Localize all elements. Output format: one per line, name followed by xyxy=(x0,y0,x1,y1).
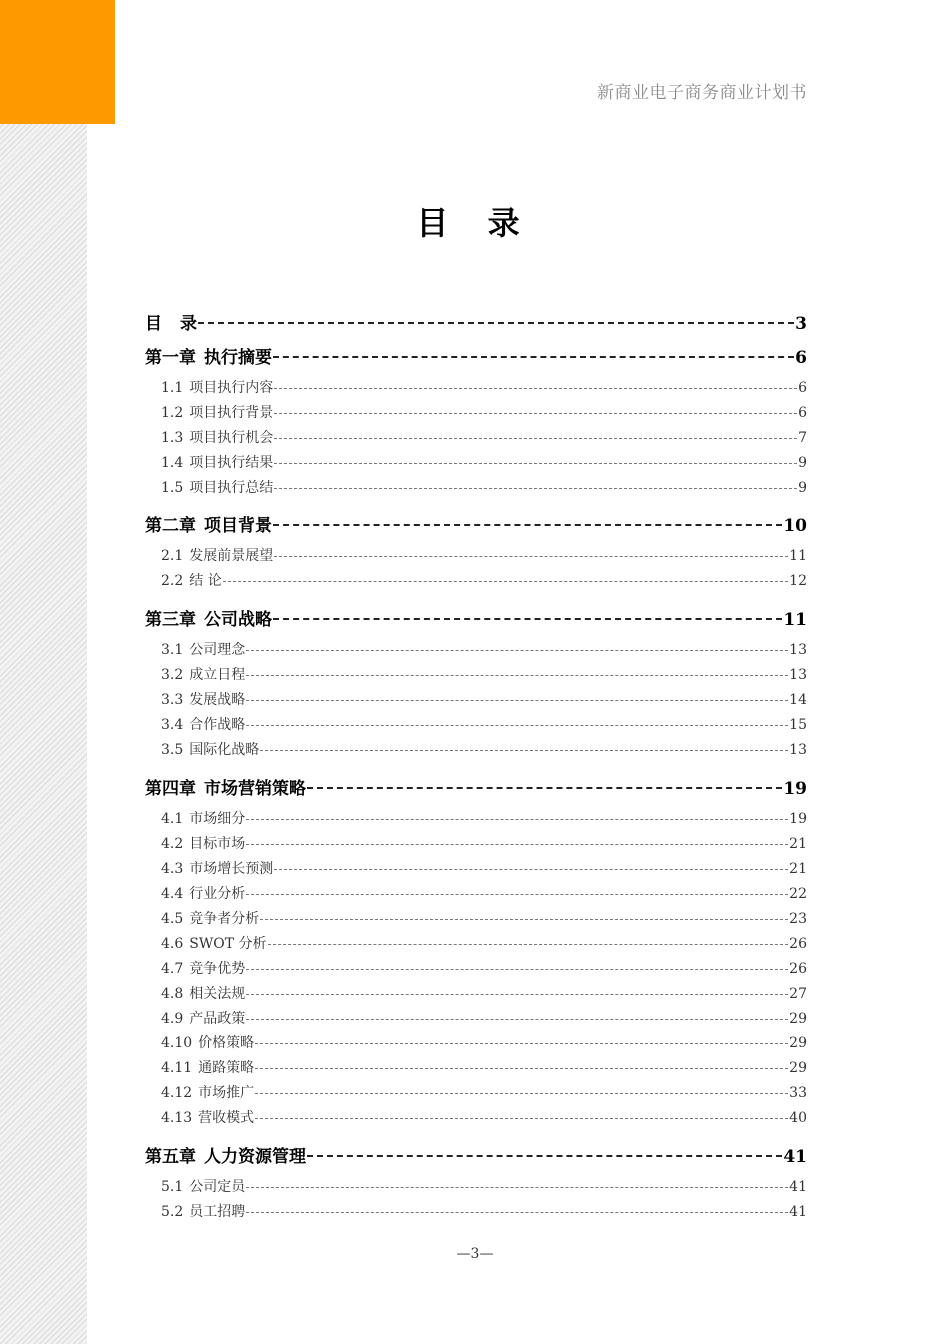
toc-entry-page: 29 xyxy=(789,1060,807,1076)
toc-entry-page: 10 xyxy=(783,516,807,536)
toc-section-entry[interactable] xyxy=(145,689,807,709)
toc-leader-dashes xyxy=(246,725,788,726)
toc-entry-number: 目 xyxy=(145,314,162,334)
toc-section-entry[interactable] xyxy=(145,570,807,590)
toc-entry-label: 营收模式 xyxy=(198,1110,255,1126)
toc-entry-number: 4.9 xyxy=(161,1011,184,1027)
toc-entry-page: 33 xyxy=(789,1085,807,1101)
toc-entry-number: 4.13 xyxy=(161,1110,193,1126)
toc-chapter-entry[interactable] xyxy=(145,605,807,630)
toc-section-entry[interactable] xyxy=(145,739,807,759)
toc-section-entry[interactable] xyxy=(145,1032,807,1052)
toc-entry-label: 目标市场 xyxy=(189,836,246,852)
toc-entry-label: 公司理念 xyxy=(189,642,246,658)
toc-leader-dashes xyxy=(273,524,782,526)
toc-entry-label: 项目执行机会 xyxy=(189,430,274,446)
page-number: —3— xyxy=(456,1246,494,1262)
toc-entry-page: 26 xyxy=(789,961,807,977)
toc-leader-dashes xyxy=(246,675,788,676)
toc-entry-page: 26 xyxy=(789,936,807,952)
toc-entry-number: 4.10 xyxy=(161,1035,193,1051)
toc-entry-number: 4.8 xyxy=(161,986,184,1002)
toc-leader-dashes xyxy=(246,894,788,895)
toc-entry-page: 6 xyxy=(798,380,807,396)
toc-section-entry[interactable] xyxy=(145,639,807,659)
toc-entry-number: 4.3 xyxy=(161,861,184,877)
toc-leader-dashes xyxy=(255,1068,788,1069)
toc-section-entry[interactable] xyxy=(145,833,807,853)
toc-entry-number: 3.2 xyxy=(161,667,184,683)
toc-entry-label: 结 论 xyxy=(189,573,222,589)
toc-entry-number: 3.4 xyxy=(161,717,184,733)
toc-entry-label: SWOT 分析 xyxy=(189,936,267,952)
toc-entry-label: 发展战略 xyxy=(189,692,246,708)
toc-entry-page: 41 xyxy=(789,1179,807,1195)
toc-entry-page: 29 xyxy=(789,1011,807,1027)
toc-entry-label: 通路策略 xyxy=(198,1060,255,1076)
toc-entry-page: 11 xyxy=(789,548,807,564)
toc-section-entry[interactable] xyxy=(145,402,807,422)
toc-entry-number: 4.5 xyxy=(161,911,184,927)
toc-chapter-entry[interactable] xyxy=(145,309,807,334)
toc-entry-page: 21 xyxy=(789,861,807,877)
toc-entry-page: 19 xyxy=(789,811,807,827)
toc-leader-dashes xyxy=(223,581,788,582)
toc-entry-page: 22 xyxy=(789,886,807,902)
toc-entry-label: 市场营销策略 xyxy=(204,779,306,799)
toc-entry-number: 4.4 xyxy=(161,886,184,902)
toc-leader-dashes xyxy=(246,650,788,651)
toc-heading: 目 录 xyxy=(416,204,534,242)
decorative-hatch-strip xyxy=(0,110,87,1344)
toc-leader-dashes xyxy=(246,1187,788,1188)
toc-entry-label: 项目执行总结 xyxy=(189,480,274,496)
toc-entry-number: 3.3 xyxy=(161,692,184,708)
toc-entry-number: 第二章 xyxy=(145,516,196,536)
toc-entry-page: 27 xyxy=(789,986,807,1002)
toc-leader-dashes xyxy=(260,919,788,920)
toc-entry-label: 相关法规 xyxy=(189,986,246,1002)
toc-section-entry[interactable] xyxy=(145,1057,807,1077)
toc-entry-number: 1.3 xyxy=(161,430,184,446)
toc-entry-number: 3.5 xyxy=(161,742,184,758)
header-title: 新商业电子商务商业计划书 xyxy=(597,83,807,103)
toc-entry-page: 40 xyxy=(789,1110,807,1126)
toc-leader-dashes xyxy=(273,356,794,358)
toc-entry-page: 13 xyxy=(789,742,807,758)
toc-leader-dashes xyxy=(273,618,782,620)
toc-entry-label: 公司定员 xyxy=(189,1179,246,1195)
toc-leader-dashes xyxy=(274,869,788,870)
toc-leader-dashes xyxy=(274,463,797,464)
toc-chapter-entry[interactable] xyxy=(145,1142,807,1167)
toc-entry-page: 41 xyxy=(783,1147,807,1167)
toc-entry-label: 市场增长预测 xyxy=(189,861,274,877)
toc-entry-number: 1.2 xyxy=(161,405,184,421)
toc-section-entry[interactable] xyxy=(145,1107,807,1127)
toc-entry-number: 4.11 xyxy=(161,1060,193,1076)
toc-entry-label: 项目执行结果 xyxy=(189,455,274,471)
toc-entry-number: 2.2 xyxy=(161,573,184,589)
toc-section-entry[interactable] xyxy=(145,545,807,565)
toc-leader-dashes xyxy=(198,322,794,324)
toc-section-entry[interactable] xyxy=(145,908,807,928)
toc-entry-label: 项目背景 xyxy=(204,516,272,536)
toc-leader-dashes xyxy=(255,1093,788,1094)
toc-section-entry[interactable] xyxy=(145,477,807,497)
toc-section-entry[interactable] xyxy=(145,664,807,684)
toc-section-entry[interactable] xyxy=(145,427,807,447)
toc-entry-number: 4.2 xyxy=(161,836,184,852)
toc-leader-dashes xyxy=(274,388,797,389)
toc-leader-dashes xyxy=(274,556,788,557)
toc-entry-page: 15 xyxy=(789,717,807,733)
toc-entry-page: 13 xyxy=(789,642,807,658)
toc-entry-label: 人力资源管理 xyxy=(204,1147,306,1167)
toc-leader-dashes xyxy=(274,488,797,489)
toc-chapter-entry[interactable] xyxy=(145,511,807,536)
toc-entry-page: 3 xyxy=(795,314,807,334)
toc-entry-label: 公司战略 xyxy=(204,610,272,630)
toc-leader-dashes xyxy=(246,969,788,970)
toc-section-entry[interactable] xyxy=(145,1201,807,1221)
toc-section-entry[interactable] xyxy=(145,452,807,472)
toc-section-entry[interactable] xyxy=(145,983,807,1003)
toc-leader-dashes xyxy=(246,994,788,995)
toc-entry-label: 市场细分 xyxy=(189,811,246,827)
toc-entry-label: 行业分析 xyxy=(189,886,246,902)
toc-entry-label: 发展前景展望 xyxy=(189,548,274,564)
toc-entry-number: 4.12 xyxy=(161,1085,193,1101)
toc-entry-number: 1.5 xyxy=(161,480,184,496)
toc-leader-dashes xyxy=(246,1019,788,1020)
toc-entry-label: 产品政策 xyxy=(189,1011,246,1027)
toc-section-entry[interactable] xyxy=(145,714,807,734)
toc-section-entry[interactable] xyxy=(145,1082,807,1102)
toc-leader-dashes xyxy=(260,750,788,751)
toc-leader-dashes xyxy=(268,944,789,945)
toc-entry-number: 5.1 xyxy=(161,1179,184,1195)
toc-chapter-entry[interactable] xyxy=(145,774,807,799)
toc-leader-dashes xyxy=(255,1043,788,1044)
toc-entry-number: 4.7 xyxy=(161,961,184,977)
toc-entry-page: 21 xyxy=(789,836,807,852)
toc-section-entry[interactable] xyxy=(145,883,807,903)
toc-section-entry[interactable] xyxy=(145,958,807,978)
toc-entry-page: 7 xyxy=(798,430,807,446)
toc-section-entry[interactable] xyxy=(145,933,807,953)
toc-entry-page: 19 xyxy=(783,779,807,799)
toc-entry-label: 竞争者分析 xyxy=(189,911,260,927)
toc-entry-number: 第五章 xyxy=(145,1147,196,1167)
toc-entry-number: 4.6 xyxy=(161,936,184,952)
toc-entry-label: 项目执行内容 xyxy=(189,380,274,396)
toc-entry-number: 第三章 xyxy=(145,610,196,630)
toc-entry-page: 13 xyxy=(789,667,807,683)
toc-entry-label: 市场推广 xyxy=(198,1085,255,1101)
toc-leader-dashes xyxy=(246,700,788,701)
toc-entry-label: 录 xyxy=(180,314,197,334)
toc-entry-page: 9 xyxy=(798,455,807,471)
toc-leader-dashes xyxy=(274,413,797,414)
toc-leader-dashes xyxy=(246,819,788,820)
toc-entry-page: 29 xyxy=(789,1035,807,1051)
orange-corner-block xyxy=(0,0,115,124)
toc-section-entry[interactable] xyxy=(145,1176,807,1196)
toc-section-entry[interactable] xyxy=(145,377,807,397)
toc-leader-dashes xyxy=(255,1118,788,1119)
toc-entry-number: 4.1 xyxy=(161,811,184,827)
toc-entry-number: 第四章 xyxy=(145,779,196,799)
toc-entry-number: 3.1 xyxy=(161,642,184,658)
toc-entry-page: 14 xyxy=(789,692,807,708)
toc-entry-number: 5.2 xyxy=(161,1204,184,1220)
toc-entry-page: 9 xyxy=(798,480,807,496)
toc-entry-label: 员工招聘 xyxy=(189,1204,246,1220)
toc-leader-dashes xyxy=(246,1212,788,1213)
toc-entry-label: 合作战略 xyxy=(189,717,246,733)
toc-entry-page: 41 xyxy=(789,1204,807,1220)
toc-entry-number: 2.1 xyxy=(161,548,184,564)
toc-entry-page: 6 xyxy=(798,405,807,421)
toc-entry-label: 国际化战略 xyxy=(189,742,260,758)
toc-entry-page: 12 xyxy=(789,573,807,589)
toc-chapter-entry[interactable] xyxy=(145,343,807,368)
toc-entry-page: 6 xyxy=(795,348,807,368)
toc-leader-dashes xyxy=(246,844,788,845)
toc-section-entry[interactable] xyxy=(145,1008,807,1028)
toc-entry-number: 1.1 xyxy=(161,380,184,396)
toc-entry-label: 价格策略 xyxy=(198,1035,255,1051)
toc-section-entry[interactable] xyxy=(145,858,807,878)
toc-entry-label: 竞争优势 xyxy=(189,961,246,977)
toc-entry-page: 23 xyxy=(789,911,807,927)
toc-entry-label: 执行摘要 xyxy=(204,348,272,368)
toc-entry-label: 成立日程 xyxy=(189,667,246,683)
toc-entry-number: 1.4 xyxy=(161,455,184,471)
toc-entry-label: 项目执行背景 xyxy=(189,405,274,421)
toc-entry-page: 11 xyxy=(783,610,807,630)
toc-entry-number: 第一章 xyxy=(145,348,196,368)
toc-leader-dashes xyxy=(307,1155,782,1157)
toc-leader-dashes xyxy=(274,438,797,439)
toc-section-entry[interactable] xyxy=(145,808,807,828)
toc-leader-dashes xyxy=(307,787,782,789)
